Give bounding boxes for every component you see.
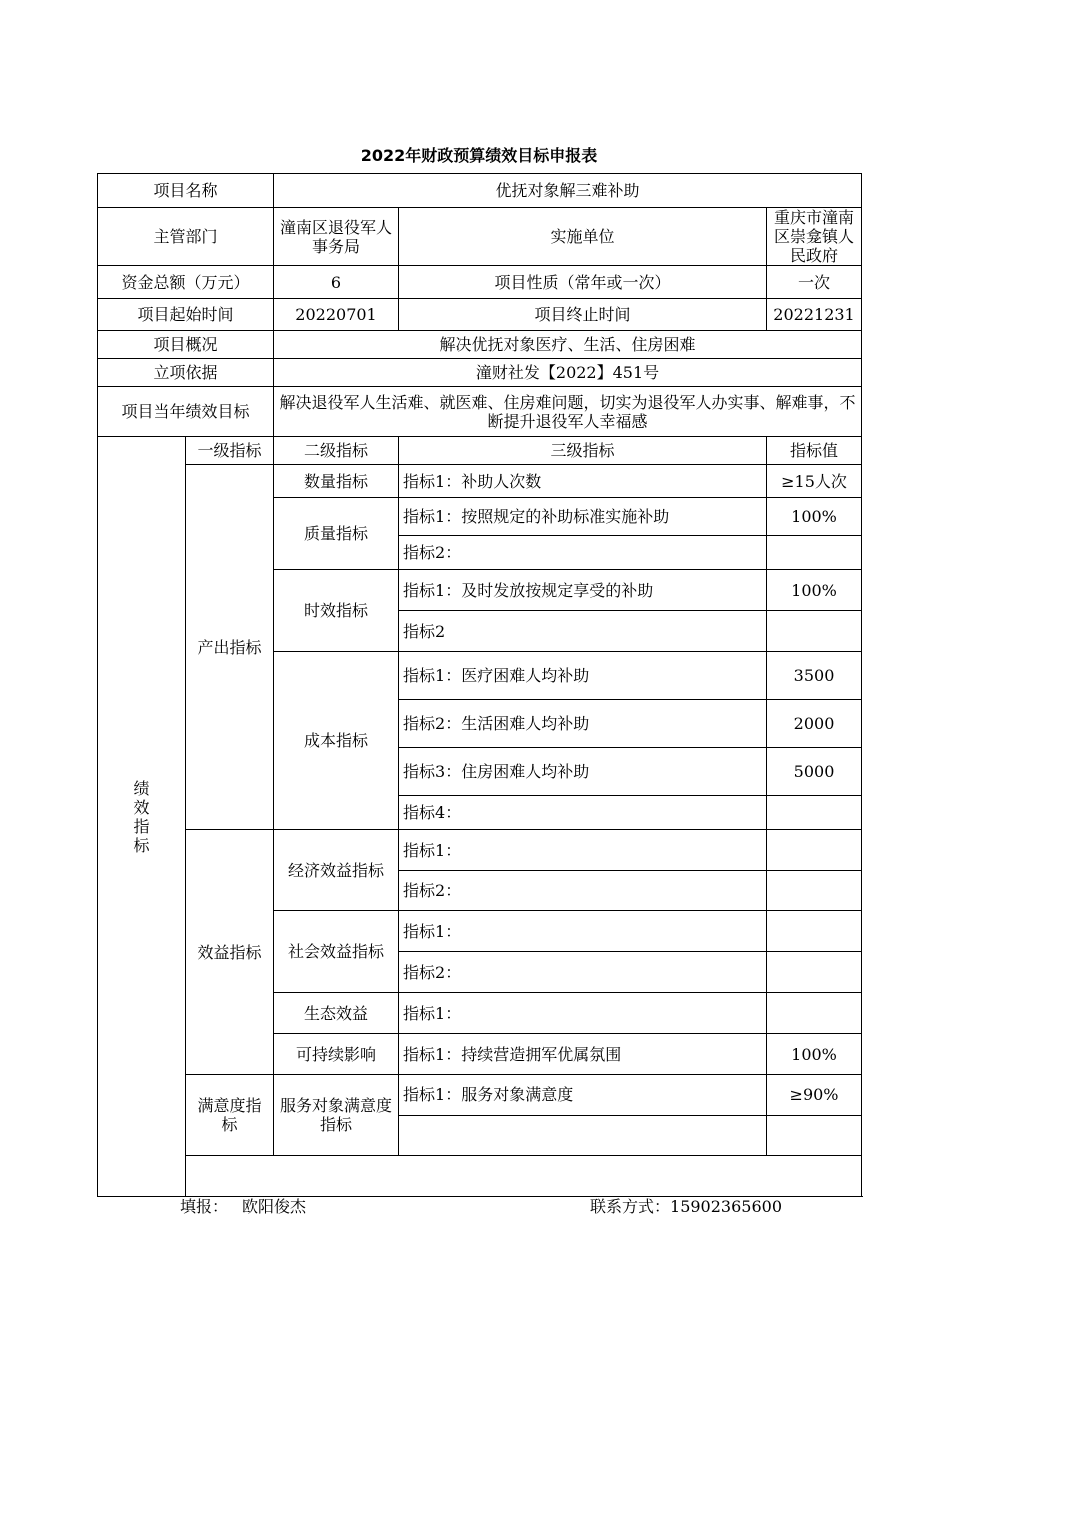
table-row [98,1075,862,1116]
unit-label: 实施单位 [399,208,767,266]
basis-label: 立项依据 [98,359,274,387]
indicator-value [767,952,862,993]
row-overview [98,331,862,359]
hdr-level2: 二级指标 [274,437,399,465]
table-row-blank [98,1156,862,1197]
sustainability-indicator-label: 可持续影响 [274,1034,399,1075]
table-row [98,465,862,498]
contact-phone: 15902365600 [670,1197,782,1216]
indicator-text: 指标2：生活困难人均补助 [399,700,767,748]
start-label: 项目起始时间 [98,299,274,331]
service-satisfaction-label: 服务对象满意度指标 [274,1075,399,1156]
dept-label: 主管部门 [98,208,274,266]
indicator-value [767,611,862,652]
unit-value: 重庆市潼南区崇龛镇人民政府 [767,208,862,266]
indicator-value: 3500 [767,652,862,700]
social-indicator-label: 社会效益指标 [274,911,399,993]
indicator-text: 指标1：服务对象满意度 [399,1075,767,1116]
indicator-text: 指标3：住房困难人均补助 [399,748,767,796]
fund-value: 6 [274,266,399,299]
row-goal [98,387,862,437]
filler-info [180,1194,306,1217]
row-perf-header [98,437,862,465]
indicator-value: ≥90% [767,1075,862,1116]
quantity-indicator-label: 数量指标 [274,465,399,498]
indicator-text: 指标1：及时发放按规定享受的补助 [399,570,767,611]
indicator-value [767,830,862,871]
perf-section-label: 绩效指标 [98,437,186,1197]
indicator-value [767,911,862,952]
filler-name: 欧阳俊杰 [242,1197,307,1216]
row-project-name [98,174,862,208]
indicator-value: 5000 [767,748,862,796]
hdr-value: 指标值 [767,437,862,465]
nature-label: 项目性质（常年或一次） [399,266,767,299]
dept-value: 潼南区退役军人事务局 [274,208,399,266]
indicator-text: 指标1： [399,911,767,952]
blank-cell [186,1156,862,1197]
project-name-value: 优抚对象解三难补助 [274,174,862,208]
start-value: 20220701 [274,299,399,331]
contact-label: 联系方式： [590,1197,671,1216]
indicator-value [767,871,862,911]
output-indicator-label: 产出指标 [186,465,274,830]
quality-indicator-label: 质量指标 [274,498,399,570]
overview-value: 解决优抚对象医疗、生活、住房困难 [274,331,862,359]
indicator-value: 100% [767,498,862,536]
indicator-value [767,1116,862,1156]
row-dept [98,208,862,266]
contact-info [590,1194,782,1217]
indicator-text [399,1116,767,1156]
page-title: 2022年财政预算绩效目标申报表 [360,146,598,165]
ecological-indicator-label: 生态效益 [274,993,399,1034]
end-label: 项目终止时间 [399,299,767,331]
indicator-text: 指标1：持续营造拥军优属氛围 [399,1034,767,1075]
filler-label: 填报： [180,1197,229,1216]
indicator-text: 指标1： [399,993,767,1034]
indicator-text: 指标2： [399,871,767,911]
indicator-value: 100% [767,570,862,611]
goal-value: 解决退役军人生活难、就医难、住房难问题，切实为退役军人办实事、解难事，不断提升退役军人幸福感 [274,387,862,437]
row-fund [98,266,862,299]
economic-indicator-label: 经济效益指标 [274,830,399,911]
indicator-text: 指标4： [399,796,767,830]
fund-label: 资金总额（万元） [98,266,274,299]
table-row [98,830,862,871]
indicator-text: 指标2： [399,536,767,570]
row-dates [98,299,862,331]
indicator-text: 指标1：补助人次数 [399,465,767,498]
indicator-text: 指标1：医疗困难人均补助 [399,652,767,700]
basis-value: 潼财社发【2022】451号 [274,359,862,387]
indicator-text: 指标1：按照规定的补助标准实施补助 [399,498,767,536]
indicator-value: 100% [767,1034,862,1075]
indicator-text: 指标1： [399,830,767,871]
hdr-level3: 三级指标 [399,437,767,465]
overview-label: 项目概况 [98,331,274,359]
project-name-label: 项目名称 [98,174,274,208]
goal-label: 项目当年绩效目标 [98,387,274,437]
row-basis [98,359,862,387]
nature-value: 一次 [767,266,862,299]
indicator-text: 指标2 [399,611,767,652]
hdr-level1: 一级指标 [186,437,274,465]
cost-indicator-label: 成本指标 [274,652,399,830]
timeliness-indicator-label: 时效指标 [274,570,399,652]
indicator-value: ≥15人次 [767,465,862,498]
satisfaction-indicator-label: 满意度指标 [186,1075,274,1156]
indicator-value [767,993,862,1034]
performance-form-table [97,173,862,1197]
indicator-value [767,536,862,570]
benefit-indicator-label: 效益指标 [186,830,274,1075]
indicator-value [767,796,862,830]
indicator-text: 指标2： [399,952,767,993]
end-value: 20221231 [767,299,862,331]
indicator-value: 2000 [767,700,862,748]
